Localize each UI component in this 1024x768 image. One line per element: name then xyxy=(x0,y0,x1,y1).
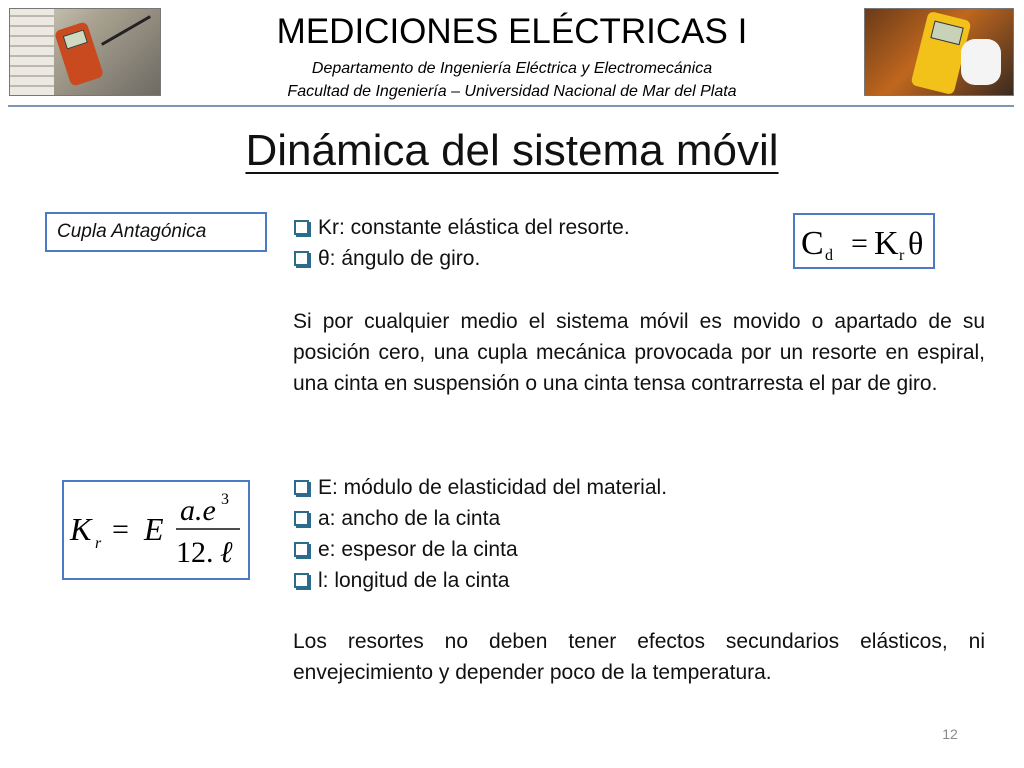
electrical-panel-graphic xyxy=(10,9,54,95)
formula-operator: = xyxy=(112,513,129,546)
list-item: a: ancho de la cinta xyxy=(293,503,667,534)
formula-numerator: a.e xyxy=(180,494,216,527)
paragraph-spring-requirements: Los resortes no deben tener efectos secundarios elásticos, ni envejecimiento y depender poco de la temperatura. xyxy=(293,630,985,684)
page-number: 12 xyxy=(942,726,958,742)
formula-subscript: r xyxy=(95,535,102,552)
list-item: θ: ángulo de giro. xyxy=(293,243,630,274)
probe-cable-graphic xyxy=(101,15,151,46)
header-photo-multimeter-motor xyxy=(864,8,1014,96)
department-subtitle: Departamento de Ingeniería Eléctrica y Electromecánica xyxy=(311,60,713,77)
header-divider xyxy=(8,105,1014,107)
formula-box-stiffness xyxy=(62,480,250,580)
slide-title xyxy=(0,124,1024,178)
formula-subscript: r xyxy=(899,247,905,264)
slide-title-text: Dinámica del sistema móvil xyxy=(245,126,779,175)
formula-symbol: θ xyxy=(908,225,924,261)
formula-symbol: K xyxy=(70,511,92,547)
list-item: l: longitud de la cinta xyxy=(293,565,667,596)
formula-stiffness xyxy=(64,482,248,578)
course-title: MEDICIONES ELÉCTRICAS I xyxy=(276,12,748,51)
formula-torque xyxy=(795,215,933,267)
formula-denominator: 12. xyxy=(176,536,214,569)
formula-box-torque xyxy=(793,213,935,269)
definition-list-bottom xyxy=(293,472,667,596)
header-photo-multimeter-panel xyxy=(9,8,161,96)
definition-list-top xyxy=(293,212,630,274)
formula-denominator-symbol: ℓ xyxy=(220,536,233,569)
faculty-subtitle: Facultad de Ingeniería – Universidad Nacional de Mar del Plata xyxy=(287,83,737,100)
formula-subscript: d xyxy=(825,247,833,264)
topic-tag-box: Cupla Antagónica xyxy=(45,212,267,252)
list-item: Kr: constante elástica del resorte. xyxy=(293,212,630,243)
formula-operator: = xyxy=(851,227,868,260)
formula-symbol: E xyxy=(144,511,164,547)
formula-symbol: K xyxy=(874,225,899,262)
list-item: e: espesor de la cinta xyxy=(293,534,667,565)
multimeter-graphic xyxy=(54,21,104,87)
formula-superscript: 3 xyxy=(221,491,229,508)
list-item: E: módulo de elasticidad del material. xyxy=(293,472,667,503)
gloved-hand-graphic xyxy=(961,39,1001,85)
formula-symbol: C xyxy=(801,225,824,262)
paragraph-restoring-torque: Si por cualquier medio el sistema móvil es movido o apartado de su posición cero, una cupla mecánica provocada por un resorte en espiral, una cinta en suspensión o una cinta tensa contrarresta el par de giro. xyxy=(293,310,985,395)
